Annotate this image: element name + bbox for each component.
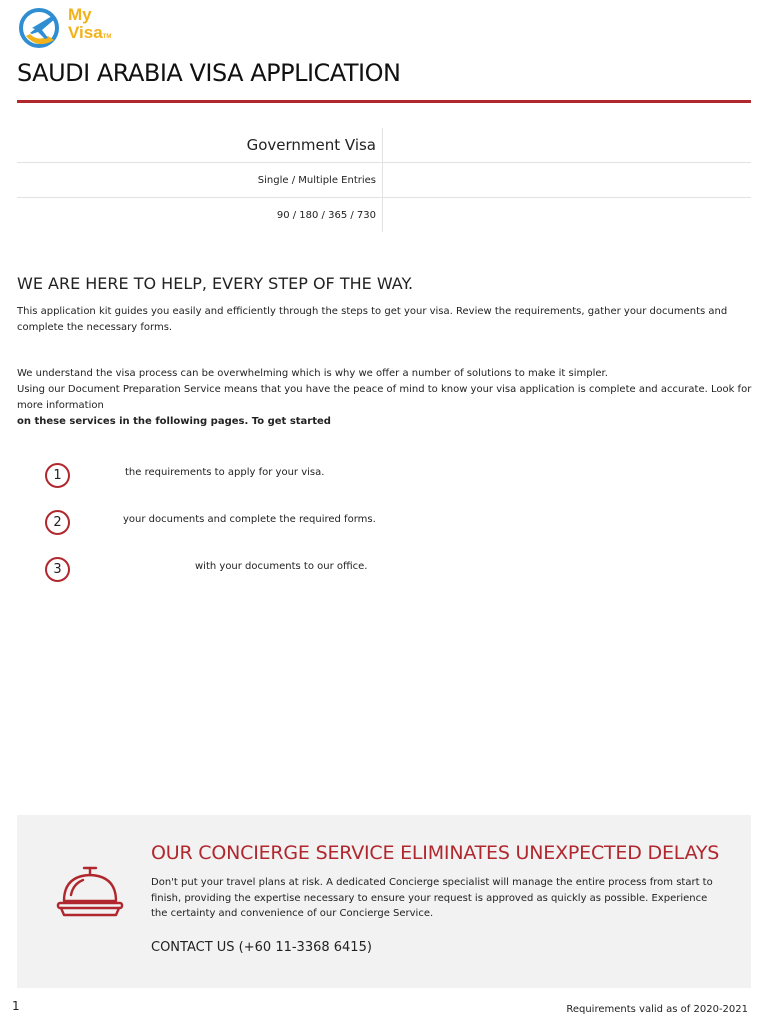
myvisa-logo — [18, 6, 128, 56]
services-paragraph — [17, 366, 762, 430]
page-number: 1 — [12, 999, 20, 1013]
help-heading: WE ARE HERE TO HELP, EVERY STEP OF THE WAY. — [17, 274, 414, 293]
validity-note: Requirements valid as of 2020-2021 — [566, 1004, 748, 1015]
step-text: your documents and complete the required forms. — [123, 514, 376, 525]
table-row — [17, 163, 751, 198]
concierge-heading: OUR CONCIERGE SERVICE ELIMINATES UNEXPECTED DELAYS — [151, 842, 720, 864]
duration-cell: 90 / 180 / 365 / 730 — [17, 198, 383, 232]
entries-cell: Single / Multiple Entries — [17, 163, 383, 197]
title-divider — [17, 100, 751, 103]
page-title: SAUDI ARABIA VISA APPLICATION — [17, 59, 401, 87]
logo-line2: Visa — [68, 23, 103, 42]
step-text: with your documents to our office. — [195, 561, 368, 572]
step-number-badge: 2 — [45, 510, 70, 535]
services-line3: on these services in the following pages. To get started — [17, 416, 331, 427]
step-number-badge: 3 — [45, 557, 70, 582]
contact-us-link[interactable]: CONTACT US (+60 11-3368 6415) — [151, 940, 372, 955]
step-3 — [45, 557, 745, 581]
table-row — [17, 198, 751, 232]
table-row — [17, 128, 751, 163]
step-1 — [45, 463, 745, 487]
logo-tm: TM — [102, 34, 112, 40]
step-number-badge: 1 — [45, 463, 70, 488]
logo-line1: My — [68, 5, 92, 24]
concierge-bell-icon — [55, 865, 125, 917]
services-line2: Using our Document Preparation Service means that you have the peace of mind to know your visa application is complete and accurate. Look for more information — [17, 384, 752, 411]
step-text: the requirements to apply for your visa. — [125, 467, 325, 478]
concierge-body: Don't put your travel plans at risk. A dedicated Concierge specialist will manage the entire process from start to finish, providing the expertise necessary to ensure your request is approved as quickly as possible. Experience the certainty and convenience of our Concierge Service. — [151, 877, 713, 919]
intro-paragraph: This application kit guides you easily and efficiently through the steps to get your visa. Review the requirements, gather your documents and complete the necessary forms. — [17, 306, 728, 333]
step-2 — [45, 510, 745, 534]
visa-info-table — [17, 128, 751, 232]
globe-plane-icon — [18, 6, 64, 52]
services-line1: We understand the visa process can be overwhelming which is why we offer a number of solutions to make it simpler. — [17, 368, 608, 379]
visa-type-cell: Government Visa — [17, 128, 383, 162]
logo-wordmark — [68, 6, 111, 46]
concierge-panel — [17, 815, 751, 988]
